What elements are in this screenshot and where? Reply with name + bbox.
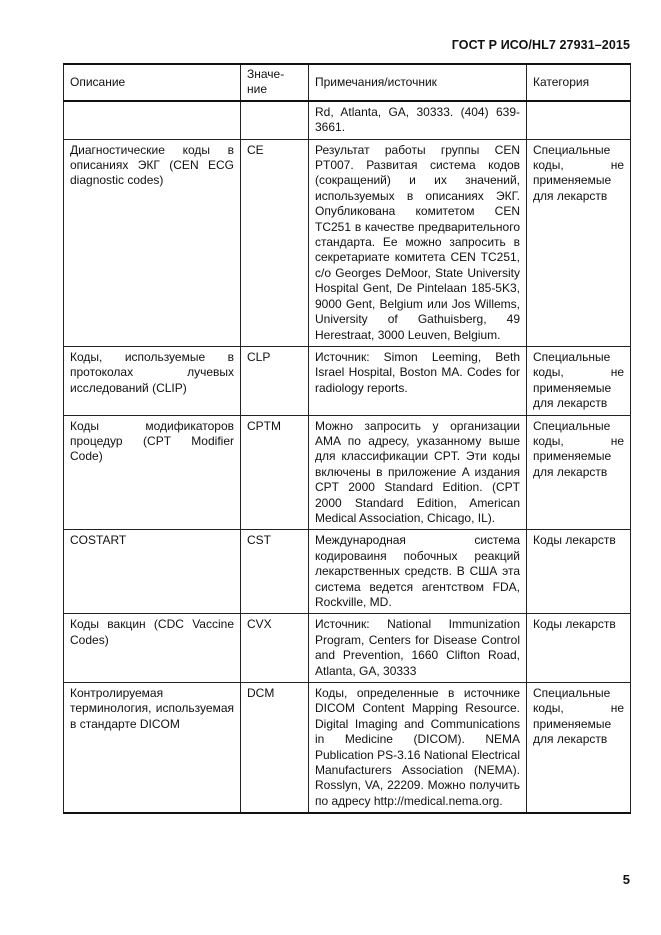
column-header-description: Описание	[64, 64, 241, 101]
table-row	[64, 415, 631, 530]
row-note: Источник: Simon Leeming, Beth Israel Hospital, Boston MA. Codes for radiology reports.	[309, 346, 527, 415]
row-code: DCM	[241, 683, 309, 814]
table-row	[64, 614, 631, 683]
row-description: Коды, используемые в протоколах лучевых исследований (CLIP)	[64, 346, 241, 415]
row-description: Коды модификаторов процедур (CPT Modifier Code)	[64, 415, 241, 530]
row-category: Специальные коды, не применяемые для лекарств	[527, 415, 631, 530]
row-note: Rd, Atlanta, GA, 30333. (404) 639-3661.	[309, 101, 527, 139]
row-category: Коды лекарств	[527, 614, 631, 683]
page-number: 5	[622, 872, 630, 887]
row-code: CE	[241, 139, 309, 346]
document-header: ГОСТ Р ИСО/HL7 27931–2015	[451, 38, 630, 52]
row-note: Можно запросить у организации AMA по адресу, указанному выше для классификации CPT. Эти коды включены в приложение A издания CPT 2000 Standard Edition. (CPT 2000 Standard Edition, American Medical Association, Chicago, IL).	[309, 415, 527, 530]
column-header-category: Категория	[527, 64, 631, 101]
row-category	[527, 101, 631, 139]
table-row	[64, 101, 631, 139]
row-description: COSTART	[64, 530, 241, 614]
table-row	[64, 139, 631, 346]
table-row	[64, 683, 631, 814]
column-header-code: Значе-ние	[241, 64, 309, 101]
row-note: Источник: National Immunization Program, Centers for Disease Control and Prevention, 1660 Clifton Road, Atlanta, GA, 30333	[309, 614, 527, 683]
row-category: Коды лекарств	[527, 530, 631, 614]
row-code: CST	[241, 530, 309, 614]
row-code: CVX	[241, 614, 309, 683]
column-header-note: Примечания/источник	[309, 64, 527, 101]
row-code	[241, 101, 309, 139]
row-description	[64, 101, 241, 139]
row-category: Специальные коды, не применяемые для лекарств	[527, 683, 631, 814]
row-description: Диагностические коды в описаниях ЭКГ (CEN ECG diagnostic codes)	[64, 139, 241, 346]
table-row	[64, 530, 631, 614]
row-code: CPTM	[241, 415, 309, 530]
table-header-row	[64, 64, 631, 101]
row-note: Результат работы группы CEN PT007. Развитая система кодов (сокращений) и их значений, используемых в описаниях ЭКГ. Опубликована комитетом CEN TC251 в качестве предварительного стандарта. Ее можно запросить в секретариате комитета CEN TC251, c/o Georges DeMoor, State University Hospital Gent, De Pintelaan 185-5K3, 9000 Gent, Belgium или Jos Willems, University of Gathuisberg, 49 Herestraat, 3000 Leuven, Belgium.	[309, 139, 527, 346]
code-table	[63, 63, 631, 814]
table-row	[64, 346, 631, 415]
row-description: Коды вакцин (CDC Vaccine Codes)	[64, 614, 241, 683]
row-note: Коды, определенные в источнике DICOM Content Mapping Resource. Digital Imaging and Communications in Medicine (DICOM). NEMA Publication PS-3.16 National Electrical Manufacturers Association (NEMA). Rosslyn, VA, 22209. Можно получить по адресу http://medical.nema.org.	[309, 683, 527, 814]
row-description: Контролируемая терминология, используемая в стандарте DICOM	[64, 683, 241, 814]
row-code: CLP	[241, 346, 309, 415]
row-category: Специальные коды, не применяемые для лекарств	[527, 139, 631, 346]
row-category: Специальные коды, не применяемые для лекарств	[527, 346, 631, 415]
row-note: Международная система кодироваиня побочных реакций лекарственных средств. В США эта система ведется агентством FDA, Rockville, MD.	[309, 530, 527, 614]
